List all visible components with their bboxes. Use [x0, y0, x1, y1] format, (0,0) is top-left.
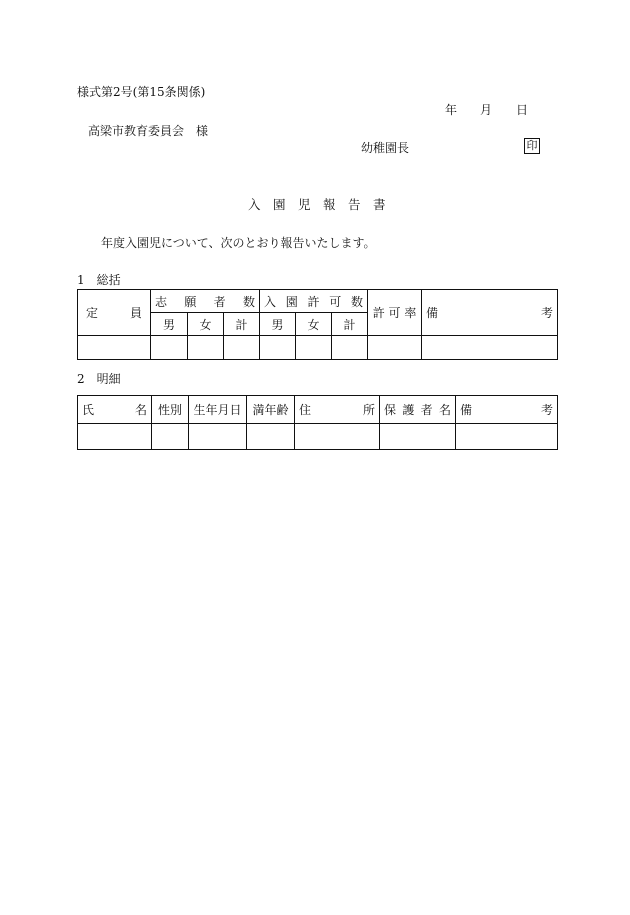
- details-cell-remarks[interactable]: [456, 424, 558, 450]
- details-cell-age[interactable]: [247, 424, 295, 450]
- date-day-label: 日: [516, 103, 529, 117]
- summary-cell-remarks[interactable]: [422, 336, 558, 360]
- sub-applicants-female: 女: [188, 313, 224, 336]
- header-admitted: 入 園 許 可 数: [260, 290, 368, 313]
- header-address: 住 所: [295, 396, 380, 424]
- details-table: [77, 395, 558, 450]
- summary-heading: 1 総括: [77, 273, 121, 287]
- intro-text: 年度入園児について、次のとおり報告いたします。: [101, 236, 376, 250]
- details-cell-sex[interactable]: [152, 424, 189, 450]
- form-number: 様式第2号(第15条関係): [77, 85, 206, 99]
- summary-cell-admitted-female[interactable]: [296, 336, 332, 360]
- header-name: 氏 名: [78, 396, 152, 424]
- sub-admitted-male: 男: [260, 313, 296, 336]
- summary-cell-admitted-male[interactable]: [260, 336, 296, 360]
- seal-mark: 印: [524, 138, 540, 154]
- date-month-label: 月: [480, 103, 493, 117]
- header-birthdate: 生年月日: [189, 396, 247, 424]
- date-year-label: 年: [445, 103, 458, 117]
- header-remarks: 備 考: [422, 290, 558, 336]
- summary-table: [77, 289, 558, 360]
- summary-cell-admitted-total[interactable]: [332, 336, 368, 360]
- details-cell-address[interactable]: [295, 424, 380, 450]
- sub-admitted-total: 計: [332, 313, 368, 336]
- details-cell-guardian[interactable]: [380, 424, 456, 450]
- summary-cell-applicants-male[interactable]: [151, 336, 188, 360]
- header-details-remarks: 備 考: [456, 396, 558, 424]
- header-sex: 性別: [152, 396, 189, 424]
- sender-title: 幼稚園長: [361, 141, 410, 155]
- summary-cell-applicants-total[interactable]: [224, 336, 260, 360]
- header-rate: 許 可 率: [368, 290, 422, 336]
- summary-cell-capacity[interactable]: [78, 336, 151, 360]
- header-capacity: 定 員: [78, 290, 151, 336]
- sub-applicants-total: 計: [224, 313, 260, 336]
- document-title: 入 園 児 報 告 書: [248, 197, 386, 212]
- summary-cell-applicants-female[interactable]: [188, 336, 224, 360]
- header-guardian: 保 護 者 名: [380, 396, 456, 424]
- details-heading: 2 明細: [77, 372, 121, 386]
- details-cell-name[interactable]: [78, 424, 152, 450]
- header-age: 満年齢: [247, 396, 295, 424]
- sub-admitted-female: 女: [296, 313, 332, 336]
- sub-applicants-male: 男: [151, 313, 188, 336]
- header-applicants: 志 願 者 数: [151, 290, 260, 313]
- recipient: 高梁市教育委員会 様: [88, 124, 209, 138]
- summary-cell-rate[interactable]: [368, 336, 422, 360]
- details-cell-birthdate[interactable]: [189, 424, 247, 450]
